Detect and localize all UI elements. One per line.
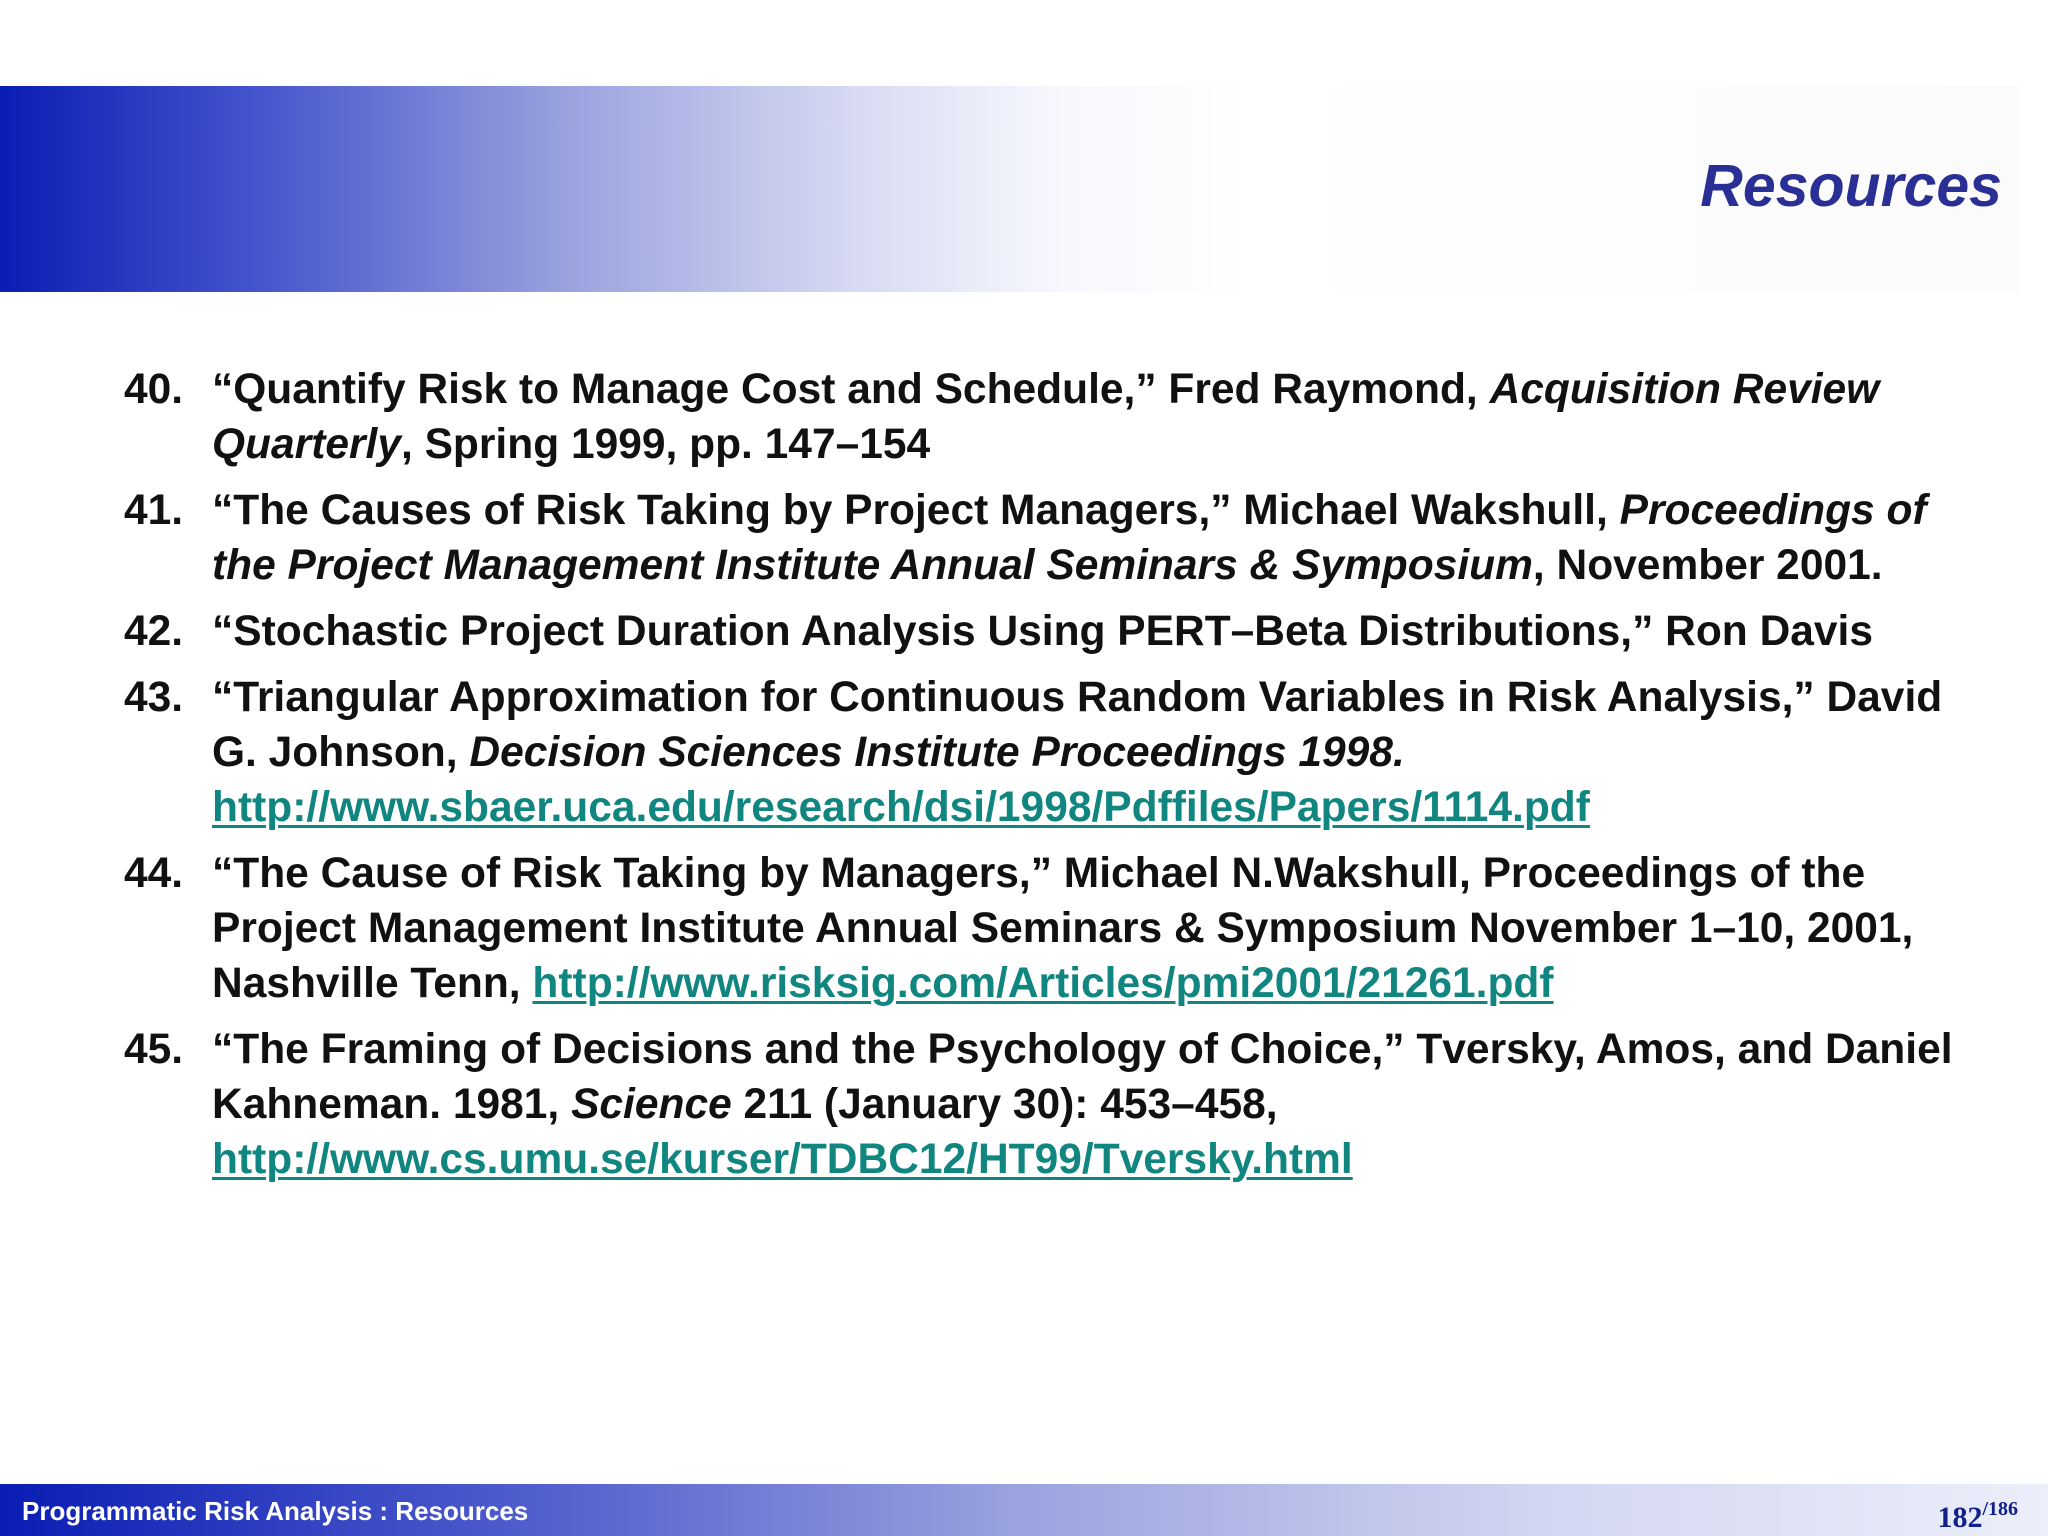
reference-segment: , Spring 1999, pp. 147–154 [400, 421, 931, 468]
page-current: 182 [1937, 1501, 1983, 1534]
reference-list [0, 362, 2048, 1198]
page-number [1937, 1500, 2018, 1536]
reference-segment: “Quantify Risk to Manage Cost and Schedule,” Fred Raymond, [212, 366, 1490, 413]
reference-text [212, 483, 1972, 593]
reference-item [0, 604, 1972, 659]
reference-number: 40. [124, 366, 184, 413]
reference-segment: “Stochastic Project Duration Analysis Using PERT–Beta Distributions,” Ron Davis [212, 608, 1873, 655]
reference-item [0, 1022, 1972, 1187]
reference-item [0, 846, 1972, 1011]
reference-text [212, 1022, 1972, 1187]
reference-segment: 211 (January 30): 453–458, [731, 1081, 1278, 1128]
reference-item [0, 483, 1972, 593]
reference-number: 45. [124, 1026, 184, 1073]
reference-text [212, 846, 1972, 1011]
publication-title: Acquisition Review Quarterly [212, 366, 1880, 468]
reference-link[interactable]: http://www.sbaer.uca.edu/research/dsi/1998/Pdffiles/Papers/1114.pdf [212, 784, 1590, 831]
reference-segment: , November 2001. [1532, 542, 1883, 589]
reference-segment: “The Causes of Risk Taking by Project Managers,” Michael Wakshull, [212, 487, 1620, 534]
page-total: /186 [1982, 1498, 2018, 1520]
reference-number: 44. [124, 850, 184, 897]
reference-item [0, 362, 1972, 472]
slide-title: Resources [1700, 153, 2002, 219]
publication-title: Decision Sciences Institute Proceedings 1998. [469, 729, 1405, 776]
reference-number: 42. [124, 608, 184, 655]
publication-title: Science [571, 1081, 732, 1128]
reference-segment: “The Framing of Decisions and the Psychology of Choice,” Tversky, Amos, and Daniel Kahneman. 1981, [212, 1026, 1953, 1128]
publication-title: Proceedings of the Project Management Institute Annual Seminars & Symposium [212, 487, 1927, 589]
reference-number: 41. [124, 487, 184, 534]
reference-link[interactable]: http://www.risksig.com/Articles/pmi2001/21261.pdf [532, 960, 1554, 1007]
reference-text [212, 362, 1972, 472]
reference-link[interactable]: http://www.cs.umu.se/kurser/TDBC12/HT99/Tversky.html [212, 1136, 1353, 1183]
footer-caption: Programmatic Risk Analysis : Resources [22, 1496, 529, 1526]
reference-segment: “Triangular Approximation for Continuous Random Variables in Risk Analysis,” David G. Johnson, [212, 674, 1943, 776]
reference-number: 43. [124, 674, 184, 721]
reference-text [212, 670, 1972, 835]
reference-item [0, 670, 1972, 835]
reference-segment: “The Cause of Risk Taking by Managers,” Michael N.Wakshull, Proceedings of the Project Management Institute Annual Seminars & Symposium November 1–10, 2001, Nashville Tenn, [212, 850, 1914, 1007]
reference-text [212, 604, 1972, 659]
